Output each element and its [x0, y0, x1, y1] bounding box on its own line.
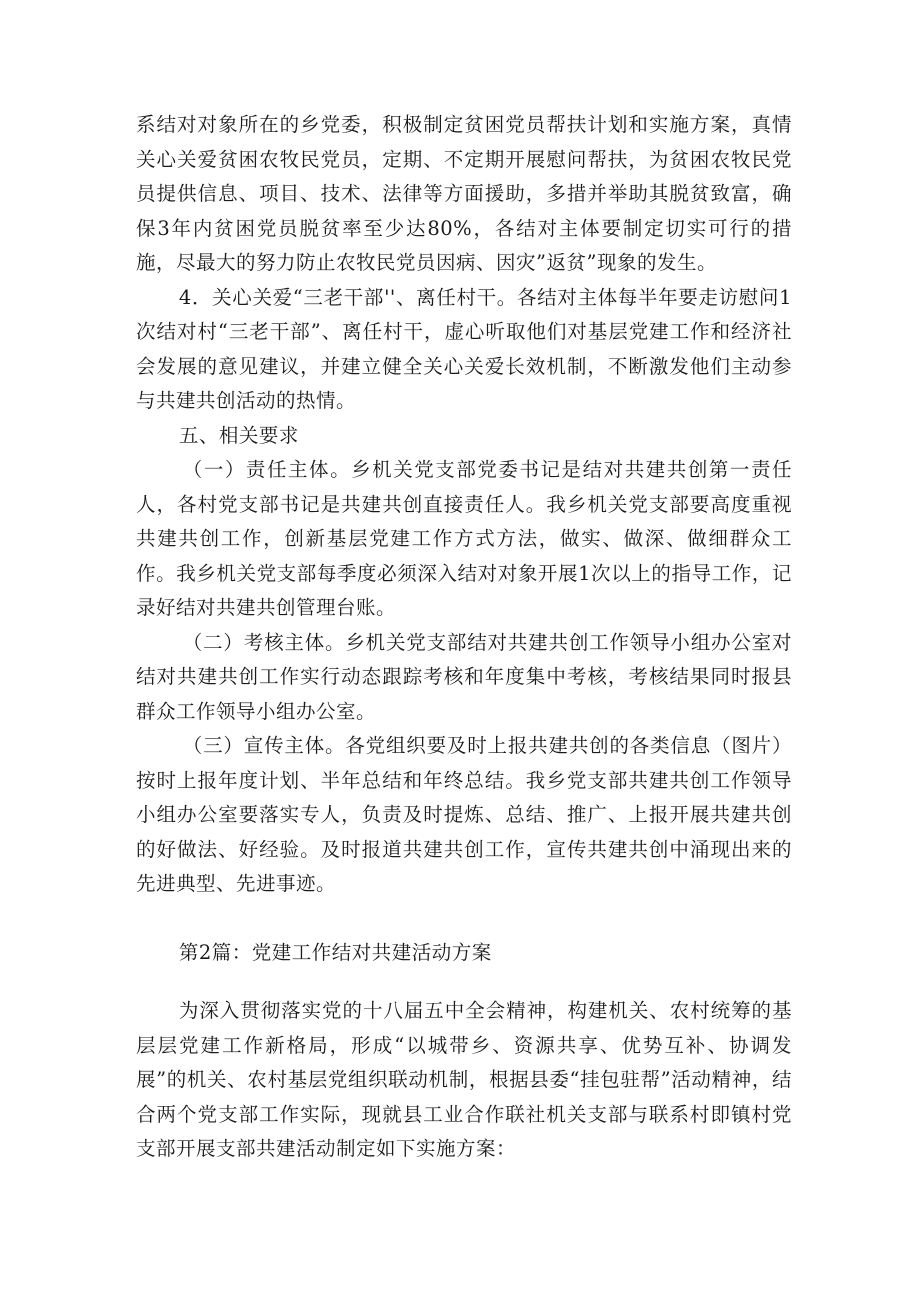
- spacer: [136, 902, 792, 936]
- chapter-title: 第2篇：党建工作结对共建活动方案: [178, 940, 492, 964]
- document-page: [136, 108, 792, 1167]
- paragraph-item-4: 4．关心关爱“三老干部''、离任村干。各结对主体每半年要走访慰问1次结对村“三老干部”、离任村干，虚心听取他们对基层党建工作和经济社会发展的意见建议，并建立健全关心关爱长效机制，不断激发他们主动参与共建共创活动的热情。: [136, 285, 792, 412]
- paragraph-continuation: 系结对对象所在的乡党委，积极制定贫困党员帮扶计划和实施方案，真情关心关爱贫困农牧民党员，定期、不定期开展慰问帮扶，为贫困农牧民党员提供信息、项目、技术、法律等方面援助，多措并举助其脱贫致富，确保3年内贫困党员脱贫率至少达80%，各结对主体要制定切实可行的措施，尽最大的努力防止农牧民党员因病、因灾”返贫”现象的发生。: [136, 113, 792, 274]
- paragraph-responsibility: （一）责任主体。乡机关党支部党委书记是结对共建共创第一责任人，各村党支部书记是共建共创直接责任人。我乡机关党支部要高度重视共建共创工作，创新基层党建工作方式方法，做实、做深、做细群众工作。我乡机关党支部每季度必须深入结对对象开展1次以上的指导工作，记录好结对共建共创管理台账。: [136, 458, 792, 619]
- section-heading-requirements: 五、相关要求: [178, 423, 299, 447]
- paragraph-assessment: （二）考核主体。乡机关党支部结对共建共创工作领导小组办公室对结对共建共创工作实行动态跟踪考核和年度集中考核，考核结果同时报县群众工作领导小组办公室。: [136, 630, 792, 723]
- paragraph-chapter-intro: 为深入贯彻落实党的十八届五中全会精神，构建机关、农村统筹的基层层党建工作新格局，形成“以城带乡、资源共享、优势互补、协调发展”的机关、农村基层党组织联动机制，根据县委“挂包驻帮”活动精神，结合两个党支部工作实际，现就县工业合作联社机关支部与联系村即镇村党支部开展支部共建活动制定如下实施方案：: [136, 999, 792, 1160]
- spacer: [136, 970, 792, 994]
- paragraph-publicity: （三）宣传主体。各党组织要及时上报共建共创的各类信息（图片）按时上报年度计划、半年总结和年终总结。我乡党支部共建共创工作领导小组办公室要落实专人，负责及时提炼、总结、推广、上报开展共建共创的好做法、好经验。及时报道共建共创工作，宣传共建共创中涌现出来的先进典型、先进事迹。: [136, 734, 792, 895]
